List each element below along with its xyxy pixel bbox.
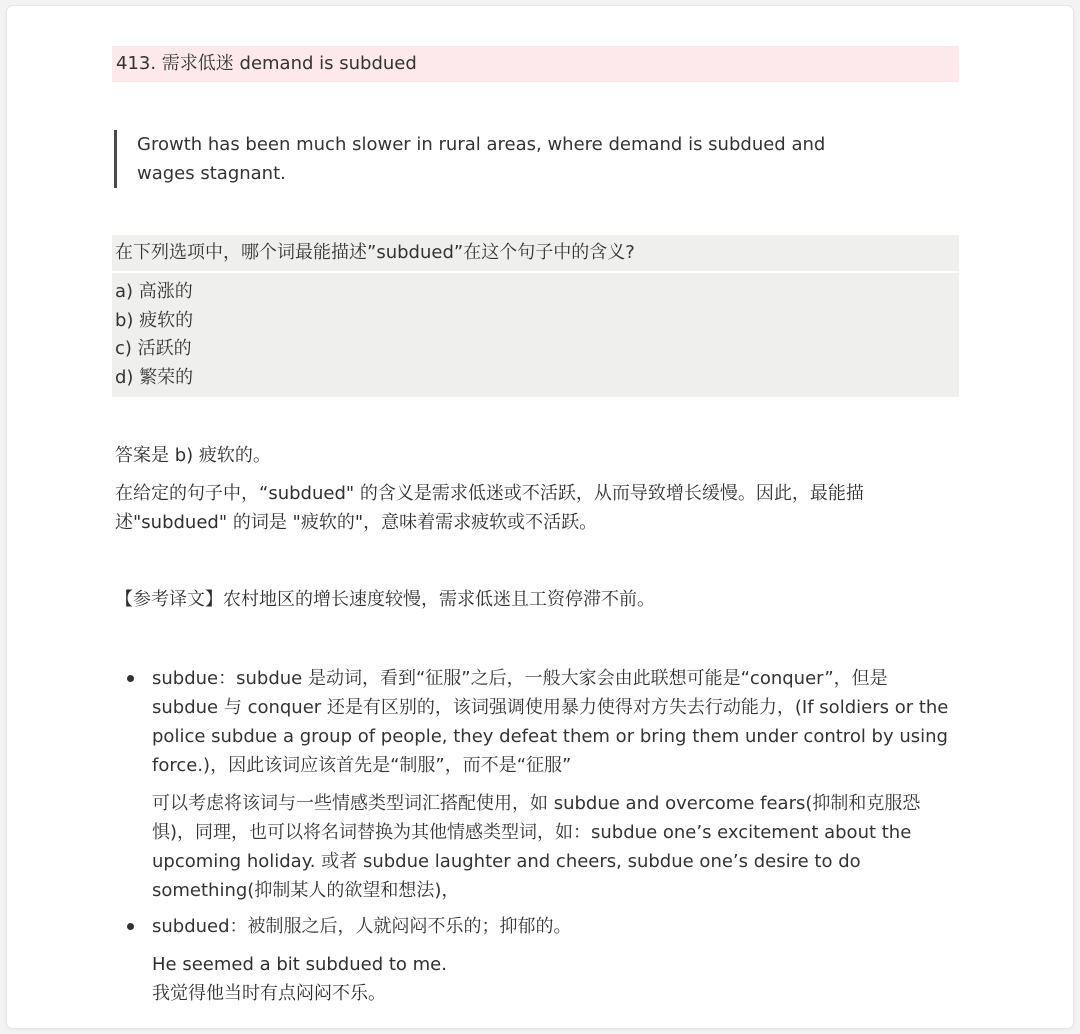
- document-content: [112, 46, 959, 1024]
- list-item: [112, 912, 959, 1008]
- bullet-icon: [127, 923, 134, 930]
- note-paragraph: subdued：被制服之后，人就闷闷不乐的；抑郁的。: [152, 916, 572, 938]
- option-b: b) 疲软的: [115, 309, 194, 331]
- options-block: [112, 273, 959, 397]
- explanation-text: 在给定的句子中，“subdued" 的含义是需求低迷或不活跃，从而导致增长缓慢。因此，最能描述"subdued" 的词是 "疲软的"，意味着需求疲软或不活跃。: [115, 483, 864, 534]
- answer-text: 答案是 b) 疲软的。: [115, 445, 271, 467]
- example-chinese: 我觉得他当时有点闷闷不乐。: [152, 983, 386, 1005]
- option-d: d) 繁荣的: [115, 366, 194, 388]
- example-block: [152, 950, 959, 1008]
- option-c: c) 活跃的: [115, 338, 192, 360]
- bullet-icon: [127, 675, 134, 682]
- option-a: a) 高涨的: [115, 281, 193, 302]
- note-paragraph: 可以考虑将该词与一些情感类型词汇搭配使用，如 subdue and overcome fears(抑制和克服恐惧)，同理，也可以将名词替换为其他情感类型词，如：subdue one’s excitement about the upcoming holiday. 或者 subdue laughter and cheers, subdue one’s desire to do something(抑制某人的欲望和想法)，: [152, 793, 921, 902]
- quote-text: Growth has been much slower in rural areas, where demand is subdued and wages stagnant.: [137, 134, 826, 184]
- example-quote: [114, 130, 857, 188]
- reference-translation: 【参考译文】农村地区的增长速度较慢，需求低迷且工资停滞不前。: [115, 589, 655, 611]
- entry-title: 413. 需求低迷 demand is subdued: [112, 46, 959, 82]
- list-item: [112, 664, 959, 905]
- document-card: [7, 6, 1073, 1028]
- notes-list: [112, 664, 959, 1008]
- note-paragraph: subdue：subdue 是动词，看到“征服”之后，一般大家会由此联想可能是“conquer”，但是 subdue 与 conquer 还是有区别的，该词强调使用暴力使得对方失去行动能力，(If soldiers or the police subdue a group of people, they defeat them or bring them under control by using force.)，因此该词应该首先是“制服”，而不是“征服”: [152, 668, 949, 777]
- example-english: He seemed a bit subdued to me.: [152, 954, 447, 976]
- question-prompt: 在下列选项中，哪个词最能描述”subdued”在这个句子中的含义?: [112, 235, 959, 271]
